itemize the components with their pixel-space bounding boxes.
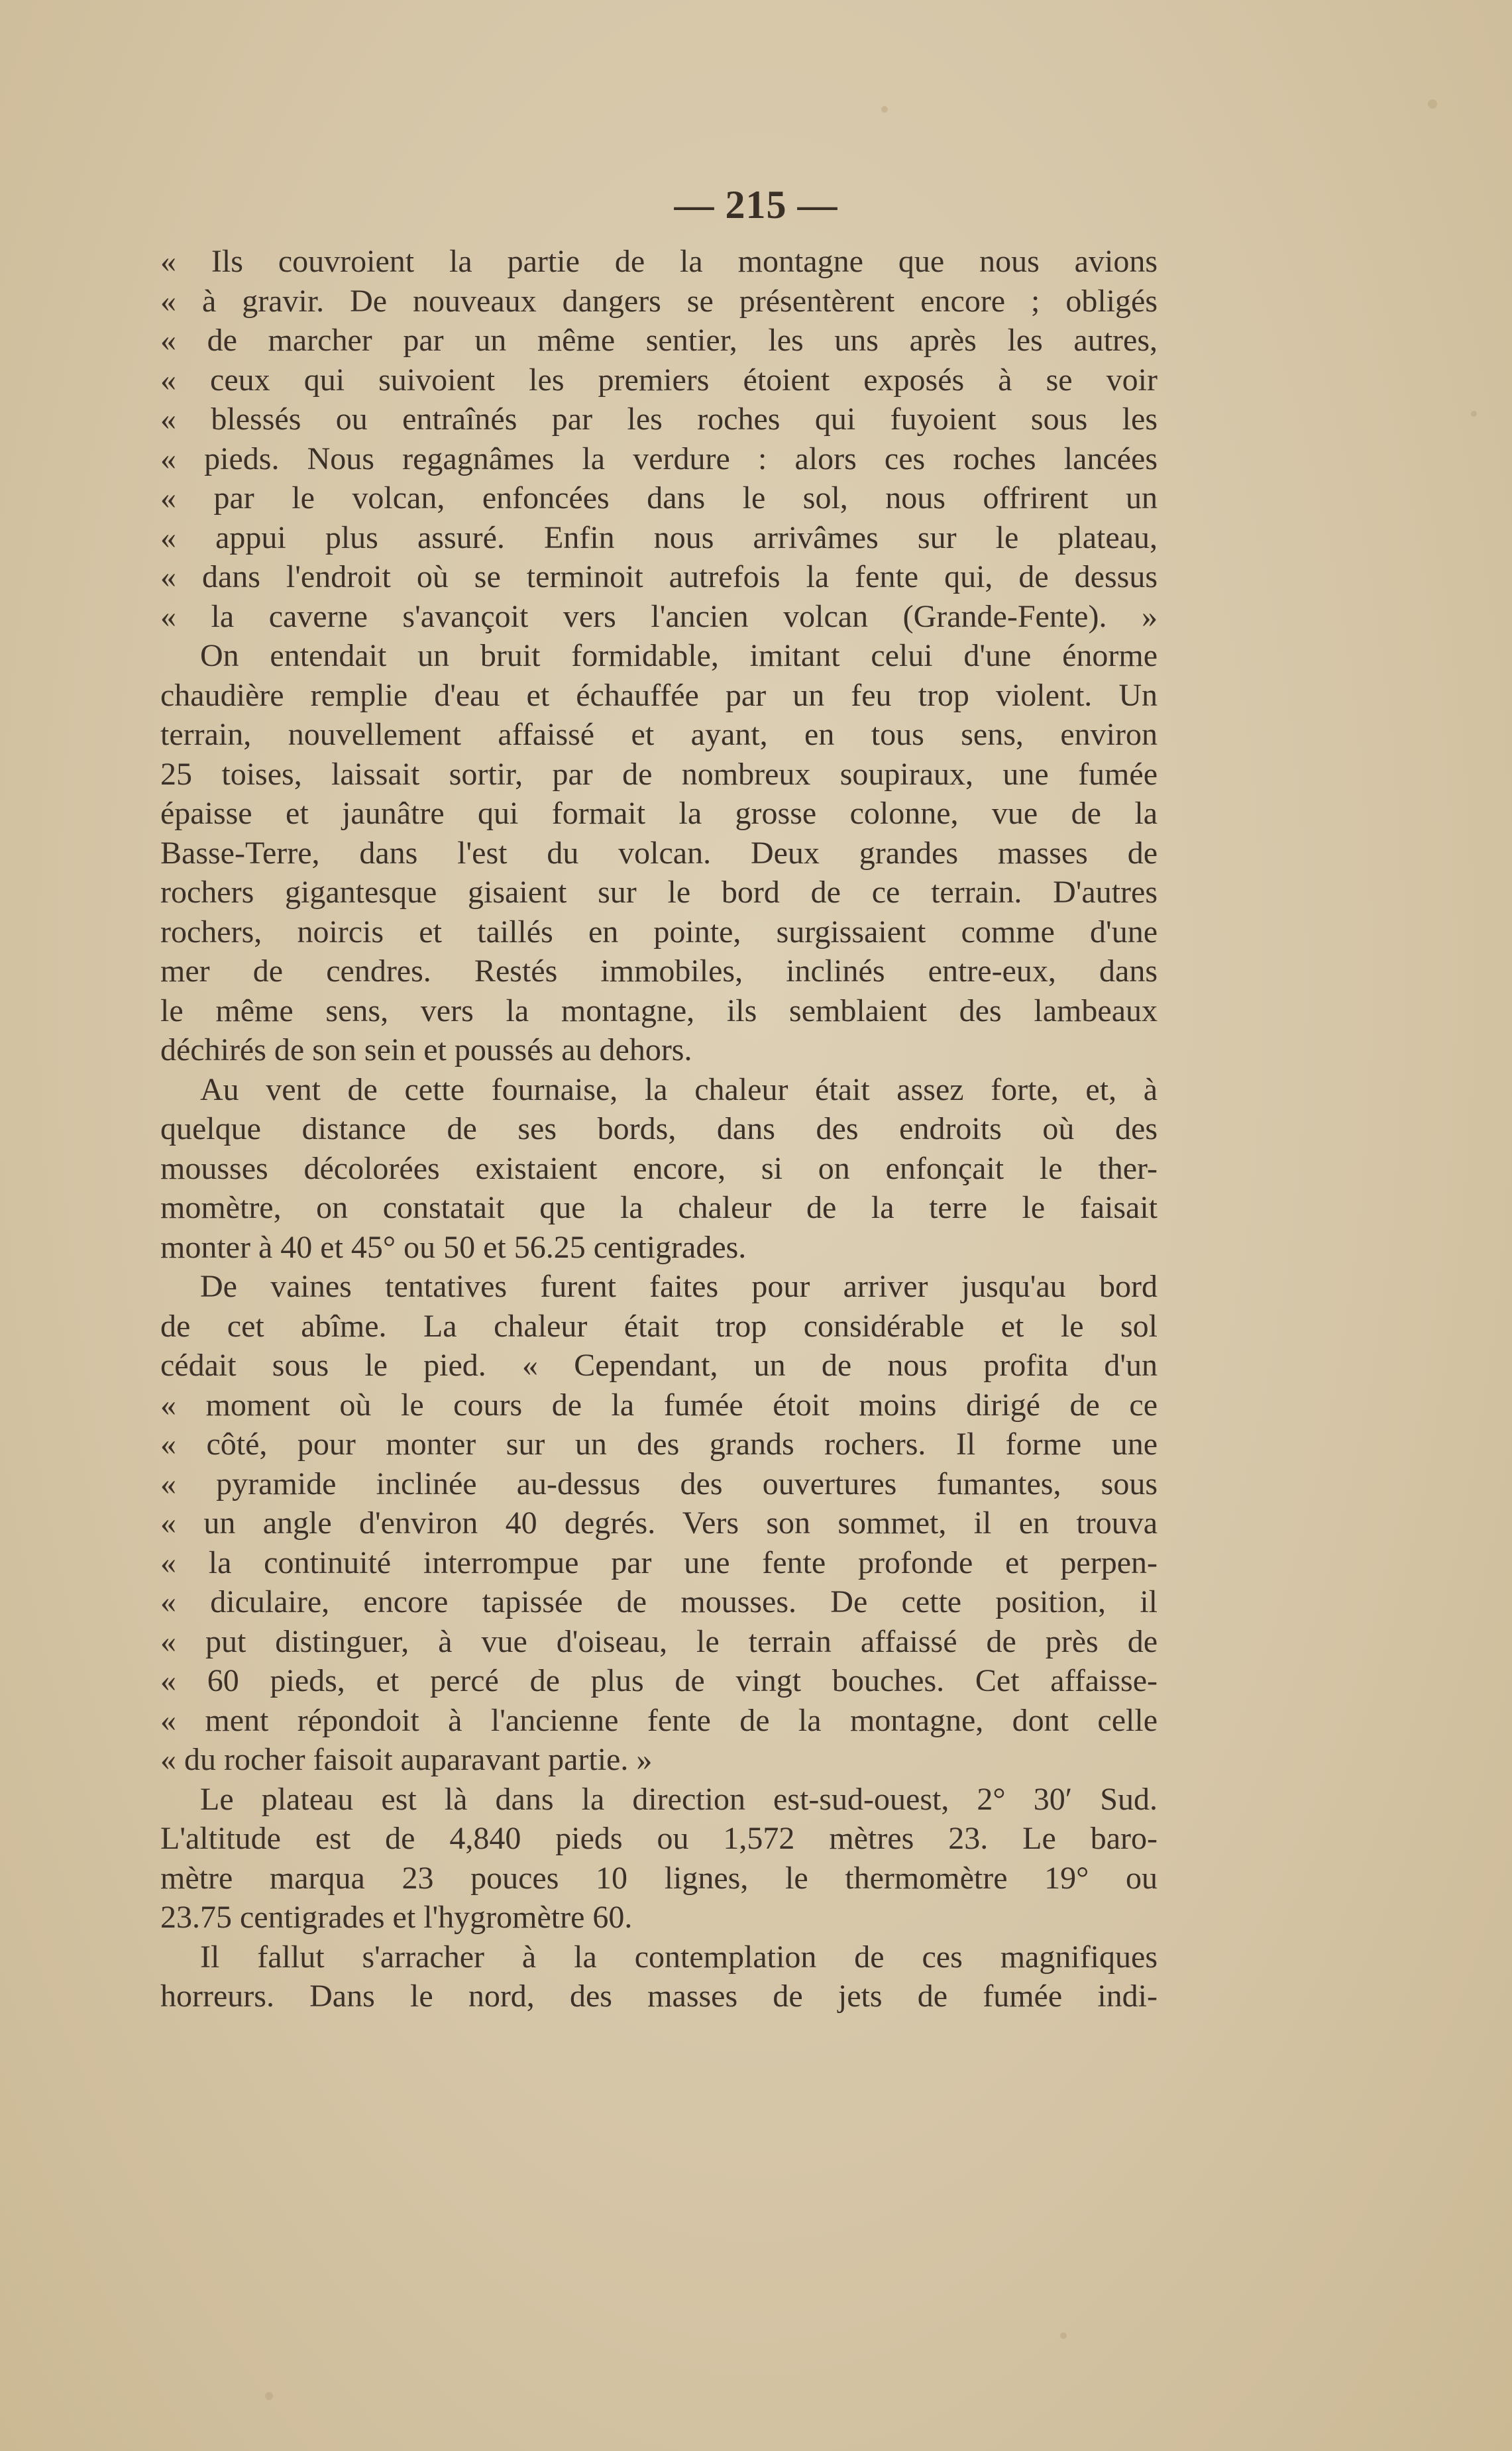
text-line: momètre, on constatait que la chaleur de la terre le faisait [160, 1190, 1158, 1225]
text-line: « blessés ou entraînés par les roches qui fuyoient sous les [160, 402, 1158, 437]
text-line: Il fallut s'arracher à la contemplation de ces magnifiques [200, 1939, 1158, 1975]
text-line: « de marcher par un même sentier, les uns après les autres, [160, 323, 1158, 358]
paper-spot [265, 2392, 273, 2400]
text-line: « diculaire, encore tapissée de mousses. De cette position, il [160, 1584, 1158, 1619]
paper-spot [1471, 411, 1477, 417]
text-line: « pieds. Nous regagnâmes la verdure : alors ces roches lancées [160, 441, 1158, 476]
body-text [160, 242, 1158, 2016]
text-line: de cet abîme. La chaleur était trop considérable et le sol [160, 1308, 1158, 1344]
text-line: mousses décolorées existaient encore, si on enfonçait le ther- [160, 1150, 1158, 1186]
text-line: De vaines tentatives furent faites pour arriver jusqu'au bord [200, 1269, 1158, 1304]
text-line: mer de cendres. Restés immobiles, inclinés entre-eux, dans [160, 953, 1158, 989]
text-line: « la continuité interrompue par une fente profonde et perpen- [160, 1545, 1158, 1580]
text-line: 25 toises, laissait sortir, par de nombreux soupiraux, une fumée [160, 756, 1158, 792]
text-line: le même sens, vers la montagne, ils semblaient des lambeaux [160, 993, 1158, 1028]
text-line: horreurs. Dans le nord, des masses de jets de fumée indi- [160, 1979, 1158, 2014]
text-line: « ment répondoit à l'ancienne fente de la montagne, dont celle [160, 1702, 1158, 1738]
text-line: 23.75 centigrades et l'hygromètre 60. [160, 1900, 633, 1935]
text-line: « côté, pour monter sur un des grands rochers. Il forme une [160, 1427, 1158, 1462]
text-line: épaisse et jaunâtre qui formait la grosse colonne, vue de la [160, 796, 1158, 831]
text-line: « Ils couvroient la partie de la montagne que nous avions [160, 244, 1158, 279]
text-line: « put distinguer, à vue d'oiseau, le terrain affaissé de près de [160, 1623, 1158, 1659]
text-line: rochers, noircis et taillés en pointe, surgissaient comme d'une [160, 914, 1158, 950]
text-line: Au vent de cette fournaise, la chaleur était assez forte, et, à [200, 1071, 1158, 1107]
text-line: « 60 pieds, et percé de plus de vingt bouches. Cet affaisse- [160, 1663, 1158, 1698]
text-line: déchirés de son sein et poussés au dehors. [160, 1032, 692, 1067]
paper-spot [1428, 99, 1437, 109]
text-line: « par le volcan, enfoncées dans le sol, nous offrirent un [160, 480, 1158, 516]
paper-spot [1060, 2332, 1067, 2339]
text-line: cédait sous le pied. « Cependant, un de nous profita d'un [160, 1348, 1158, 1383]
text-line: chaudière remplie d'eau et échauffée par un feu trop violent. Un [160, 677, 1158, 713]
text-line: quelque distance de ses bords, dans des endroits où des [160, 1111, 1158, 1146]
page-number: — 215 — [674, 183, 838, 227]
text-line: « du rocher faisoit auparavant partie. » [160, 1742, 653, 1777]
text-line: Le plateau est là dans la direction est-sud-ouest, 2° 30′ Sud. [200, 1781, 1158, 1817]
text-line: « moment où le cours de la fumée étoit moins dirigé de ce [160, 1387, 1158, 1423]
text-line: « la caverne s'avançoit vers l'ancien volcan (Grande-Fente). » [160, 598, 1158, 634]
text-line: rochers gigantesque gisaient sur le bord de ce terrain. D'autres [160, 875, 1158, 910]
text-line: « ceux qui suivoient les premiers étoient exposés à se voir [160, 362, 1158, 398]
text-line: L'altitude est de 4,840 pieds ou 1,572 mètres 23. Le baro- [160, 1821, 1158, 1856]
text-line: terrain, nouvellement affaissé et ayant, en tous sens, environ [160, 717, 1158, 752]
text-line: « dans l'endroit où se terminoit autrefois la fente qui, de dessus [160, 559, 1158, 594]
text-line: « appui plus assuré. Enfin nous arrivâmes sur le plateau, [160, 519, 1158, 555]
text-line: monter à 40 et 45° ou 50 et 56.25 centigrades. [160, 1229, 747, 1265]
text-line: « un angle d'environ 40 degrés. Vers son sommet, il en trouva [160, 1505, 1158, 1541]
text-line: Basse-Terre, dans l'est du volcan. Deux grandes masses de [160, 835, 1158, 871]
text-line: « à gravir. De nouveaux dangers se présentèrent encore ; obligés [160, 283, 1158, 319]
text-line: « pyramide inclinée au-dessus des ouvertures fumantes, sous [160, 1466, 1158, 1501]
text-line: mètre marqua 23 pouces 10 lignes, le thermomètre 19° ou [160, 1860, 1158, 1896]
paper-spot [881, 106, 888, 113]
text-line: On entendait un bruit formidable, imitant celui d'une énorme [200, 638, 1158, 673]
